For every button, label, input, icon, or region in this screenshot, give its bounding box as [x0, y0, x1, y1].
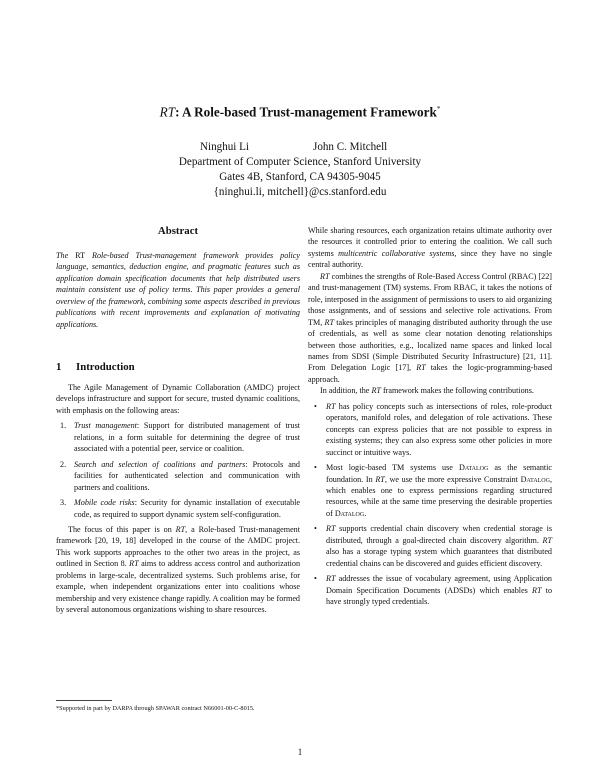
- section-title: Introduction: [76, 361, 135, 373]
- bullet-icon: •: [314, 574, 317, 584]
- abstract-text: Role-based Trust-management framework provides policy language, semantics, deduction engine, and pragmatic features such as application domain specification documents that help distributed users maintain consistent use of policy terms. This paper provides a general overview of the framework, combining some aspects described in previous publications with recent improvements and explanation of motivating applications.: [56, 251, 301, 329]
- list-item: 3. Mobile code risks: Security for dynamic installation of executable code, as required to support dynamic system self-configuration.: [60, 498, 300, 519]
- abstract-heading: Abstract: [157, 225, 199, 237]
- right-paragraph-3: In addition, the RT framework makes the following contributions.: [320, 386, 534, 396]
- right-column-body: [308, 225, 552, 612]
- bullet-item: • RT addresses the issue of vocabulary agreement, using Application Domain Specification Documents (ADSDs) which enables RT to have strongly typed credentials.: [314, 574, 553, 607]
- abstract-rt: RT: [75, 251, 86, 260]
- footnote-rule: [56, 700, 112, 701]
- section-heading-introduction: [56, 361, 135, 373]
- affiliation-email: {ninghui.li, mitchell}@cs.stanford.edu: [213, 186, 387, 199]
- intro-paragraph-2: The focus of this paper is on RT, a Role-based Trust-management framework [20, 19, 18] developed in the course of the AMDC project. This work supports approaches to the other two areas in the project, as outlined in Section 8. RT aims to address access control and authorization problems in large-scale, decentralized systems. Such problems arise, for example, when independent organizations enter into coalitions whose membership and very existence change rapidly. A coalition may be formed by several autonomous organizations wishing to share resources.: [56, 524, 301, 615]
- bullet-icon: •: [314, 401, 317, 411]
- title-footnote-mark: *: [436, 105, 441, 113]
- bullet-item: • Most logic-based TM systems use Datalog as the semantic foundation. In RT, we use the more expressive Constraint Datalog, which enables one to express permissions regarding structured resources, while at the same time preserving the desirable properties of Datalog.: [314, 463, 553, 518]
- author-2: John C. Mitchell: [313, 141, 388, 153]
- right-paragraph-2: RT combines the strengths of Role-Based Access Control (RBAC) [22] and trust-management (TM) systems. From RBAC, it takes the notions of role, interposed in the assignment of permissions to users to aid organizing those assignments, and of sessions and selective role activations. From TM, RT takes principles of managing distributed authority through the use of credentials, as well as some clear notation denoting relationships between those authorities, e.g., localized name spaces and linked local names from SDSI (Simple Distributed Security Infrastructure) [21, 11]. From Delegation Logic [17], RT takes the logic-programming-based approach.: [308, 271, 553, 384]
- list-item: 1. Trust management: Support for distributed management of trust relations, in a form suitable for determining the degree of trust associated with a potential peer, service or coalition.: [60, 421, 300, 454]
- right-paragraph-1: While sharing resources, each organization retains ultimate authority over the resources it controlled prior to entering the coalition. We call such systems multicentric collaborative systems, since they have no single central authority.: [308, 226, 552, 270]
- page-number: 1: [297, 747, 303, 757]
- intro-paragraph-1: The Agile Management of Dynamic Collaboration (AMDC) project develops infrastructure and support for secure, trusted dynamic coalitions, with emphasis on the following areas:: [56, 383, 300, 415]
- affiliation-dept: Department of Computer Science, Stanford University: [178, 156, 422, 168]
- affiliation-address: Gates 4B, Stanford, CA 94305-9045: [219, 171, 381, 184]
- title-text: : A Role-based Trust-management Framework: [175, 104, 437, 120]
- bullet-icon: •: [314, 524, 317, 534]
- abstract-pre: The: [56, 251, 69, 260]
- affiliation: [0, 155, 600, 201]
- paper-title: [0, 101, 600, 120]
- title-rt: RT: [159, 104, 176, 120]
- bullet-item: • RT supports credential chain discovery when credential storage is distributed, through a goal-directed chain discovery algorithm. RT also has a storage typing system which guarantees that distributed credential chains can be discovered and guides efficient discovery.: [314, 524, 552, 568]
- list-item: 2. Search and selection of coalitions and partners: Protocols and facilities for authenticated selection and communication with partners and coalitions.: [60, 459, 300, 492]
- left-column-body: [56, 382, 300, 616]
- author-1: Ninghui Li: [200, 141, 249, 153]
- section-number: 1: [56, 361, 62, 373]
- bullet-icon: •: [314, 463, 317, 473]
- abstract-body: [56, 250, 300, 330]
- footnote: *Supported in part by DARPA through SPAWAR contract N66001-00-C-8015.: [56, 705, 255, 712]
- bullet-item: • RT has policy concepts such as intersections of roles, role-product operators, manifold roles, and delegation of role activations. These concepts can express policies that are not possible to express in existing systems; they can also express some other policies in more succinct or intuitive ways.: [314, 401, 553, 457]
